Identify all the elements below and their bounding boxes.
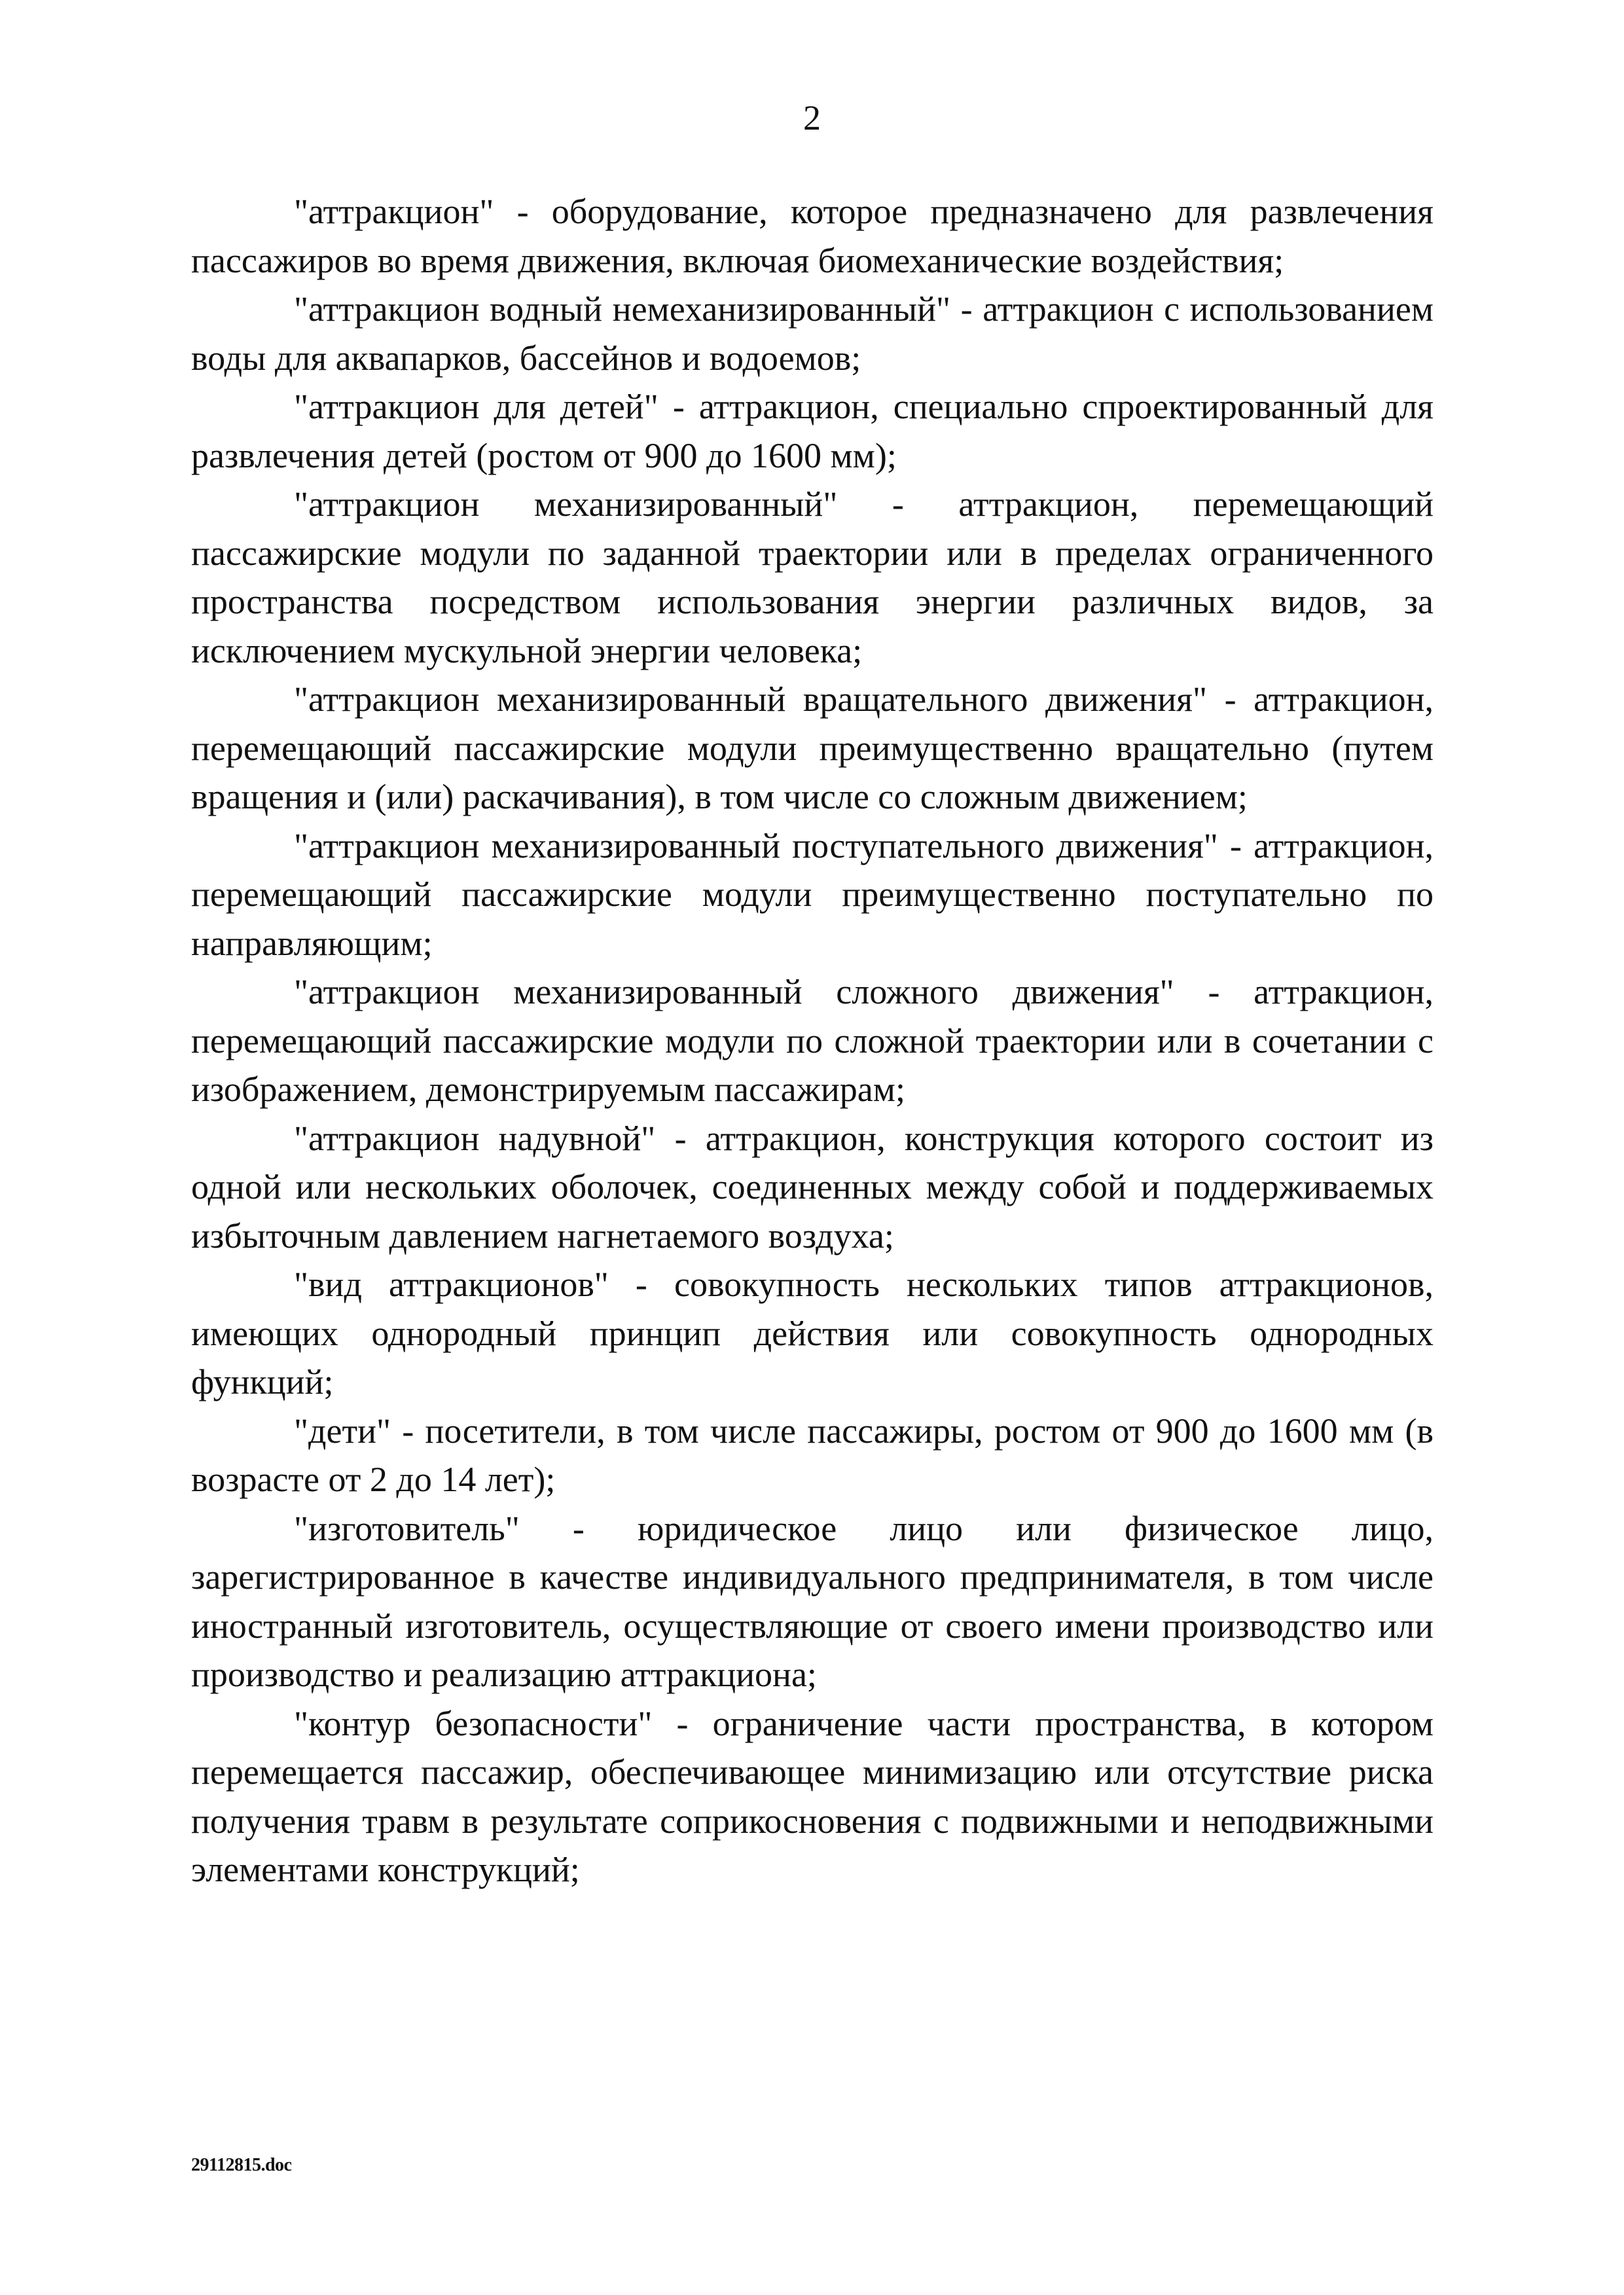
definition-paragraph: "вид аттракционов" - совокупность нескольких типов аттракционов, имеющих однородный принцип действия или совокупность однородных функций; xyxy=(191,1265,1434,1401)
definitions-body xyxy=(191,187,1434,1894)
definition-paragraph: "аттракцион надувной" - аттракцион, конструкция которого состоит из одной или нескольких оболочек, соединенных между собой и поддерживаемых избыточным давлением нагнетаемого воздуха; xyxy=(191,1118,1434,1256)
definition-paragraph: "дети" - посетители, в том числе пассажиры, ростом от 900 до 1600 мм (в возрасте от 2 до 14 лет); xyxy=(191,1411,1434,1499)
document-file-id: 29112815.doc xyxy=(191,2155,292,2175)
definition-paragraph: "аттракцион для детей" - аттракцион, специально спроектированный для развлечения детей (ростом от 900 до 1600 мм); xyxy=(191,387,1434,475)
definition-paragraph: "изготовитель" - юридическое лицо или физическое лицо, зарегистрированное в качестве индивидуального предпринимателя, в том числе иностранный изготовитель, осуществляющие от своего имени производство или производство и реализацию аттракциона; xyxy=(191,1508,1434,1694)
definition-paragraph: "аттракцион водный немеханизированный" - аттракцион с использованием воды для аквапарков, бассейнов и водоемов; xyxy=(191,289,1434,378)
definition-paragraph: "аттракцион механизированный вращательного движения" - аттракцион, перемещающий пассажирские модули преимущественно вращательно (путем вращения и (или) раскачивания), в том числе со сложным движением; xyxy=(191,679,1434,816)
definition-paragraph: "аттракцион механизированный" - аттракцион, перемещающий пассажирские модули по заданной траектории или в пределах ограниченного пространства посредством использования энергии различных видов, за исключением мускульной энергии человека; xyxy=(191,484,1434,670)
definition-paragraph: "аттракцион механизированный сложного движения" - аттракцион, перемещающий пассажирские модули по сложной траектории или в сочетании с изображением, демонстрируемым пассажирам; xyxy=(191,972,1434,1109)
page-number: 2 xyxy=(803,98,821,137)
definition-paragraph: "аттракцион" - оборудование, которое предназначено для развлечения пассажиров во время движения, включая биомеханические воздействия; xyxy=(191,192,1434,280)
definition-paragraph: "аттракцион механизированный поступательного движения" - аттракцион, перемещающий пассажирские модули преимущественно поступательно по направляющим; xyxy=(191,825,1434,963)
definition-paragraph: "контур безопасности" - ограничение части пространства, в котором перемещается пассажир, обеспечивающее минимизацию или отсутствие риска получения травм в результате соприкосновения с подвижными и неподвижными элементами конструкций; xyxy=(191,1703,1434,1889)
